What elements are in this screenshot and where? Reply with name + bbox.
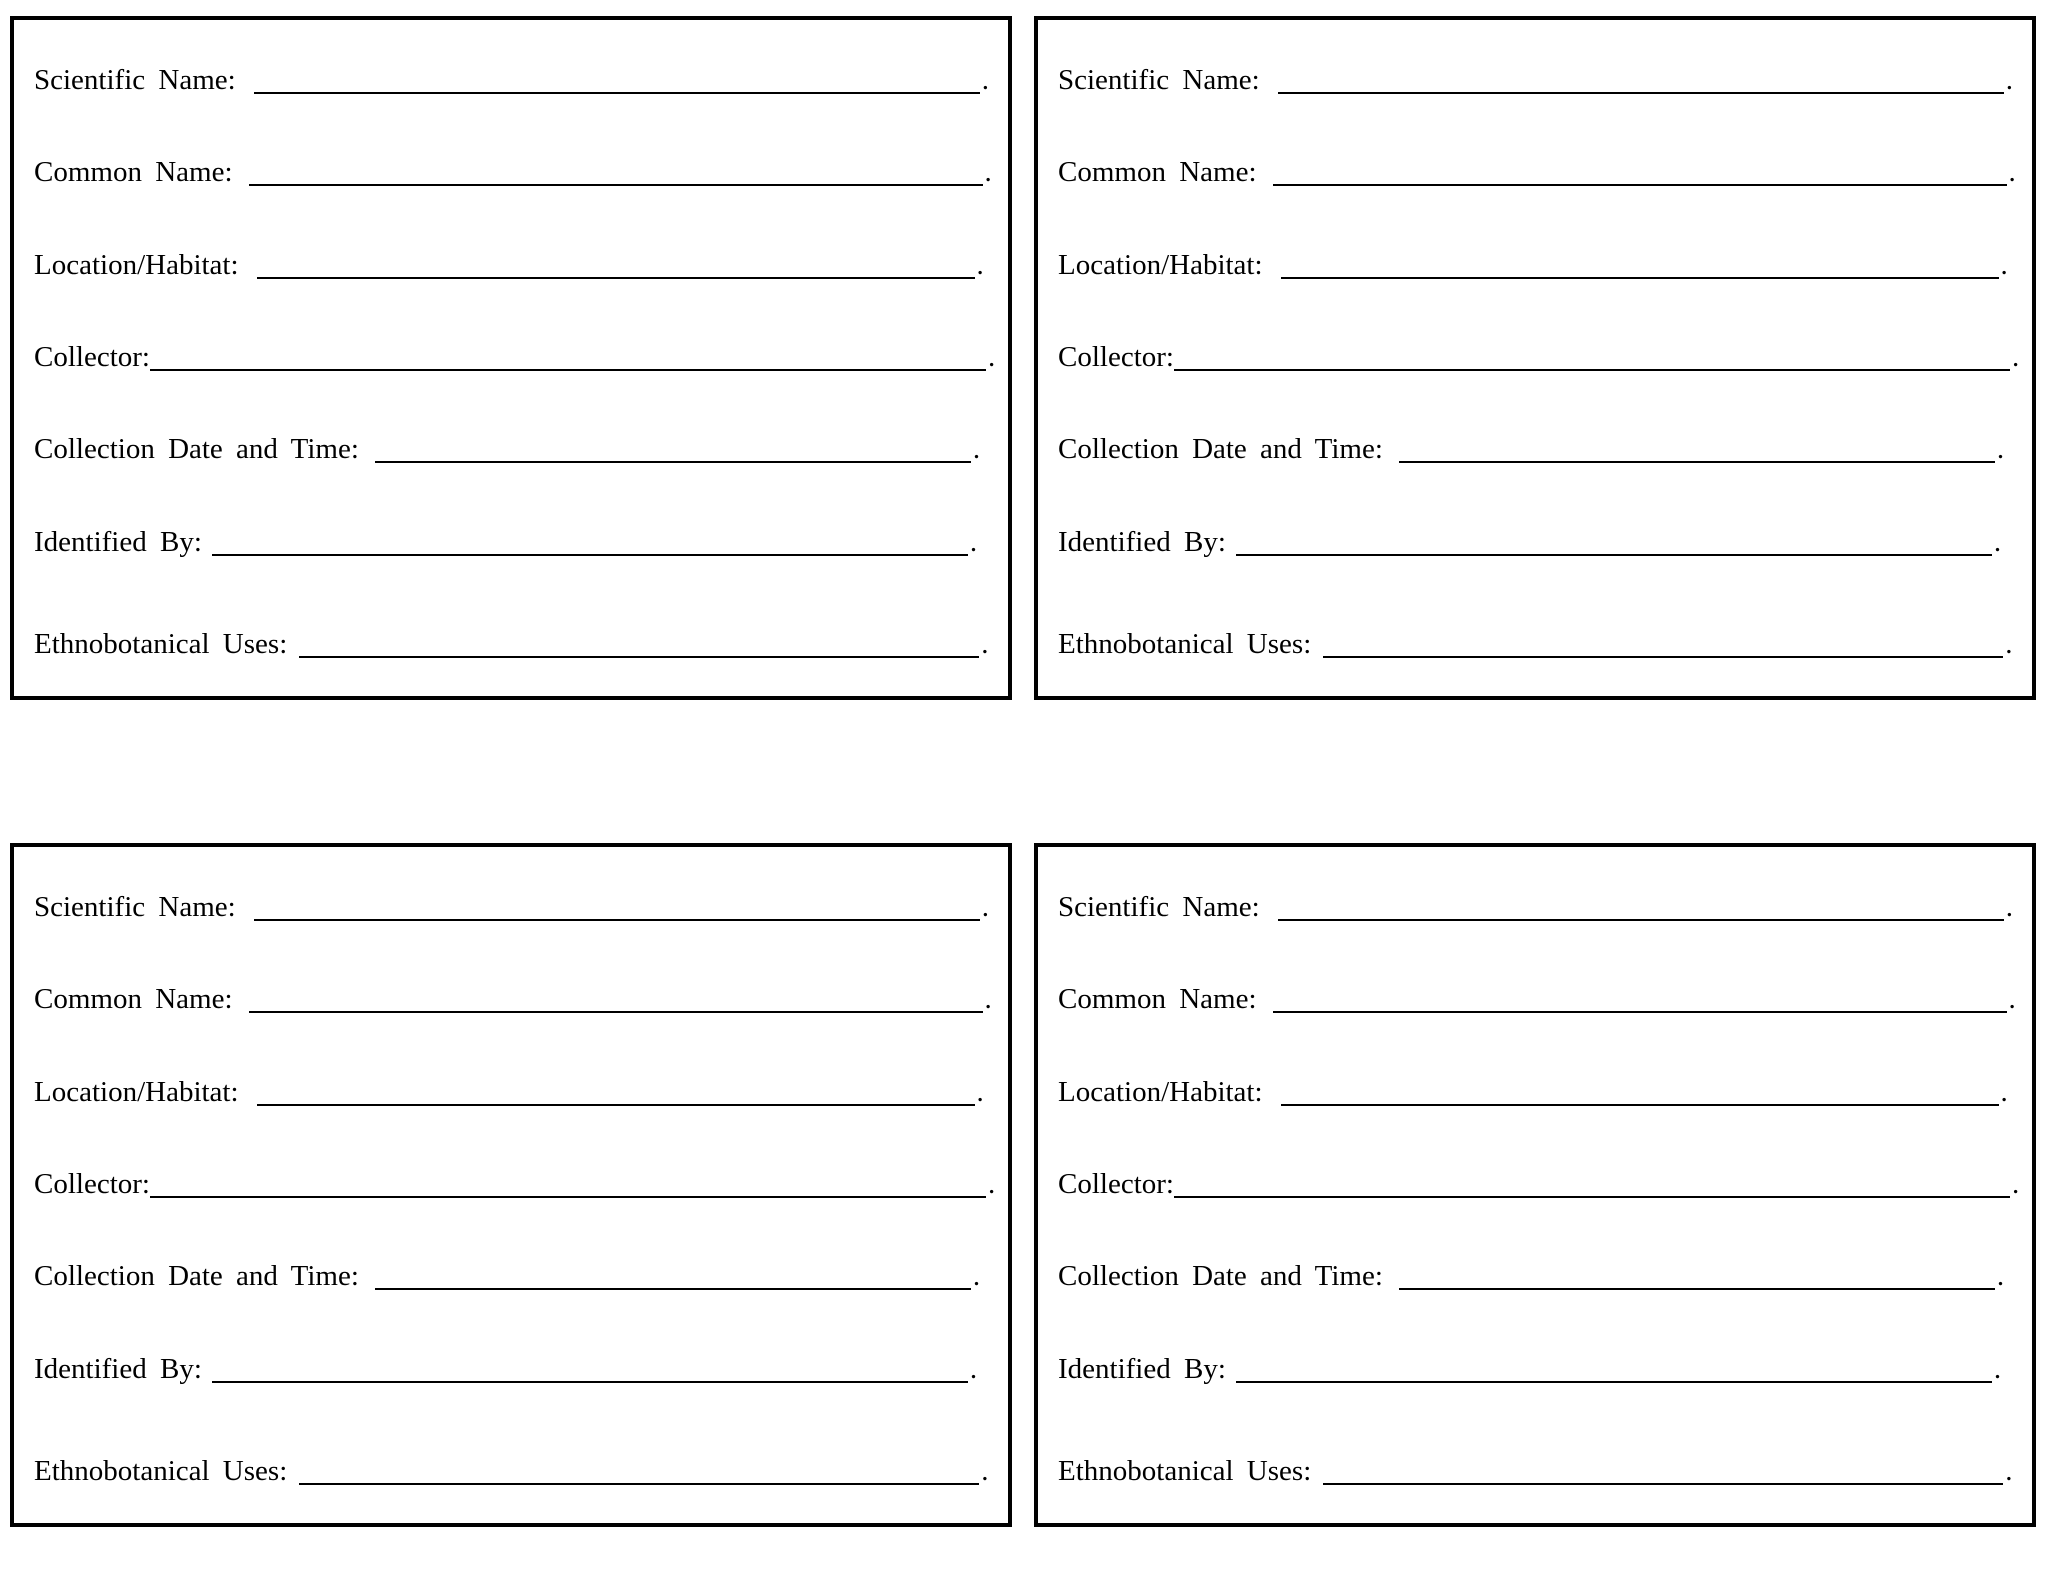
line-end-dot: . (987, 341, 996, 373)
ethnobotanical-uses-label: Ethnobotanical Uses: (34, 1455, 288, 1487)
identified-by-label: Identified By: (1058, 526, 1226, 558)
collection-date-time-row (34, 433, 981, 465)
common-name-label: Common Name: (1058, 983, 1257, 1015)
ethnobotanical-uses-blank[interactable] (299, 1461, 979, 1485)
location-habitat-label: Location/Habitat: (1058, 249, 1263, 281)
line-end-dot: . (984, 983, 992, 1015)
common-name-row (1058, 983, 2017, 1015)
scientific-name-row (34, 64, 990, 96)
identified-by-row (34, 526, 978, 558)
line-end-dot: . (2005, 1455, 2013, 1487)
collector-label: Collector: (34, 1168, 150, 1200)
location-habitat-blank[interactable] (1281, 1082, 1999, 1106)
scientific-name-label: Scientific Name: (34, 891, 236, 923)
identified-by-row (1058, 1353, 2002, 1385)
line-end-dot: . (1996, 433, 2005, 465)
scientific-name-blank[interactable] (254, 70, 980, 94)
common-name-blank[interactable] (1273, 989, 2007, 1013)
collection-date-time-label: Collection Date and Time: (1058, 1260, 1383, 1292)
ethnobotanical-uses-label: Ethnobotanical Uses: (34, 628, 288, 660)
line-end-dot: . (981, 891, 989, 923)
collector-row (34, 1168, 996, 1200)
identified-by-label: Identified By: (34, 1353, 202, 1385)
scientific-name-blank[interactable] (254, 897, 980, 921)
scientific-name-row (1058, 891, 2014, 923)
line-end-dot: . (2000, 1076, 2008, 1108)
location-habitat-row (1058, 1076, 2009, 1108)
collector-label: Collector: (34, 341, 150, 373)
location-habitat-row (34, 1076, 985, 1108)
identified-by-blank[interactable] (1236, 532, 1992, 556)
line-end-dot: . (976, 249, 984, 281)
collector-row (1058, 341, 2020, 373)
identified-by-row (34, 1353, 978, 1385)
location-habitat-label: Location/Habitat: (34, 249, 239, 281)
ethnobotanical-uses-label: Ethnobotanical Uses: (1058, 1455, 1312, 1487)
common-name-label: Common Name: (34, 156, 233, 188)
collection-date-time-row (1058, 1260, 2005, 1292)
line-end-dot: . (2005, 628, 2013, 660)
specimen-label-card (1034, 16, 2036, 700)
collection-date-time-label: Collection Date and Time: (1058, 433, 1383, 465)
ethnobotanical-uses-row (1058, 1455, 2013, 1487)
identified-by-blank[interactable] (212, 1359, 968, 1383)
collector-row (1058, 1168, 2020, 1200)
collector-blank[interactable] (1174, 347, 2010, 371)
line-end-dot: . (972, 1260, 981, 1292)
line-end-dot: . (981, 1455, 989, 1487)
line-end-dot: . (976, 1076, 984, 1108)
identified-by-blank[interactable] (1236, 1359, 1992, 1383)
ethnobotanical-uses-blank[interactable] (1323, 634, 2003, 658)
line-end-dot: . (981, 628, 989, 660)
line-end-dot: . (969, 526, 978, 558)
common-name-row (34, 983, 993, 1015)
collector-label: Collector: (1058, 341, 1174, 373)
collector-label: Collector: (1058, 1168, 1174, 1200)
line-end-dot: . (981, 64, 989, 96)
collection-date-time-label: Collection Date and Time: (34, 433, 359, 465)
scientific-name-label: Scientific Name: (1058, 891, 1260, 923)
line-end-dot: . (2000, 249, 2008, 281)
specimen-label-card (10, 16, 1012, 700)
line-end-dot: . (1993, 526, 2002, 558)
line-end-dot: . (2005, 64, 2013, 96)
scientific-name-blank[interactable] (1278, 70, 2004, 94)
ethnobotanical-uses-row (34, 628, 989, 660)
line-end-dot: . (1993, 1353, 2002, 1385)
location-habitat-label: Location/Habitat: (1058, 1076, 1263, 1108)
line-end-dot: . (987, 1168, 996, 1200)
location-habitat-label: Location/Habitat: (34, 1076, 239, 1108)
collection-date-time-blank[interactable] (375, 439, 971, 463)
common-name-row (34, 156, 993, 188)
collection-date-time-row (34, 1260, 981, 1292)
collector-blank[interactable] (1174, 1174, 2010, 1198)
common-name-blank[interactable] (1273, 162, 2007, 186)
line-end-dot: . (972, 433, 981, 465)
line-end-dot: . (2008, 983, 2016, 1015)
specimen-label-card (1034, 843, 2036, 1527)
scientific-name-row (34, 891, 990, 923)
common-name-label: Common Name: (34, 983, 233, 1015)
collection-date-time-label: Collection Date and Time: (34, 1260, 359, 1292)
ethnobotanical-uses-row (34, 1455, 989, 1487)
line-end-dot: . (1996, 1260, 2005, 1292)
identified-by-label: Identified By: (34, 526, 202, 558)
ethnobotanical-uses-blank[interactable] (299, 634, 979, 658)
collector-row (34, 341, 996, 373)
ethnobotanical-uses-row (1058, 628, 2013, 660)
location-habitat-row (1058, 249, 2009, 281)
specimen-label-card (10, 843, 1012, 1527)
location-habitat-row (34, 249, 985, 281)
location-habitat-blank[interactable] (257, 255, 975, 279)
ethnobotanical-uses-label: Ethnobotanical Uses: (1058, 628, 1312, 660)
collection-date-time-blank[interactable] (375, 1266, 971, 1290)
collection-date-time-blank[interactable] (1399, 1266, 1995, 1290)
line-end-dot: . (2008, 156, 2016, 188)
collection-date-time-blank[interactable] (1399, 439, 1995, 463)
identified-by-label: Identified By: (1058, 1353, 1226, 1385)
common-name-row (1058, 156, 2017, 188)
line-end-dot: . (2005, 891, 2013, 923)
common-name-blank[interactable] (249, 162, 983, 186)
location-habitat-blank[interactable] (257, 1082, 975, 1106)
collector-blank[interactable] (150, 347, 986, 371)
identified-by-row (1058, 526, 2002, 558)
line-end-dot: . (969, 1353, 978, 1385)
collector-blank[interactable] (150, 1174, 986, 1198)
identified-by-blank[interactable] (212, 532, 968, 556)
scientific-name-label: Scientific Name: (34, 64, 236, 96)
line-end-dot: . (2011, 341, 2020, 373)
line-end-dot: . (984, 156, 992, 188)
ethnobotanical-uses-blank[interactable] (1323, 1461, 2003, 1485)
collection-date-time-row (1058, 433, 2005, 465)
location-habitat-blank[interactable] (1281, 255, 1999, 279)
scientific-name-label: Scientific Name: (1058, 64, 1260, 96)
scientific-name-row (1058, 64, 2014, 96)
common-name-label: Common Name: (1058, 156, 1257, 188)
common-name-blank[interactable] (249, 989, 983, 1013)
scientific-name-blank[interactable] (1278, 897, 2004, 921)
line-end-dot: . (2011, 1168, 2020, 1200)
